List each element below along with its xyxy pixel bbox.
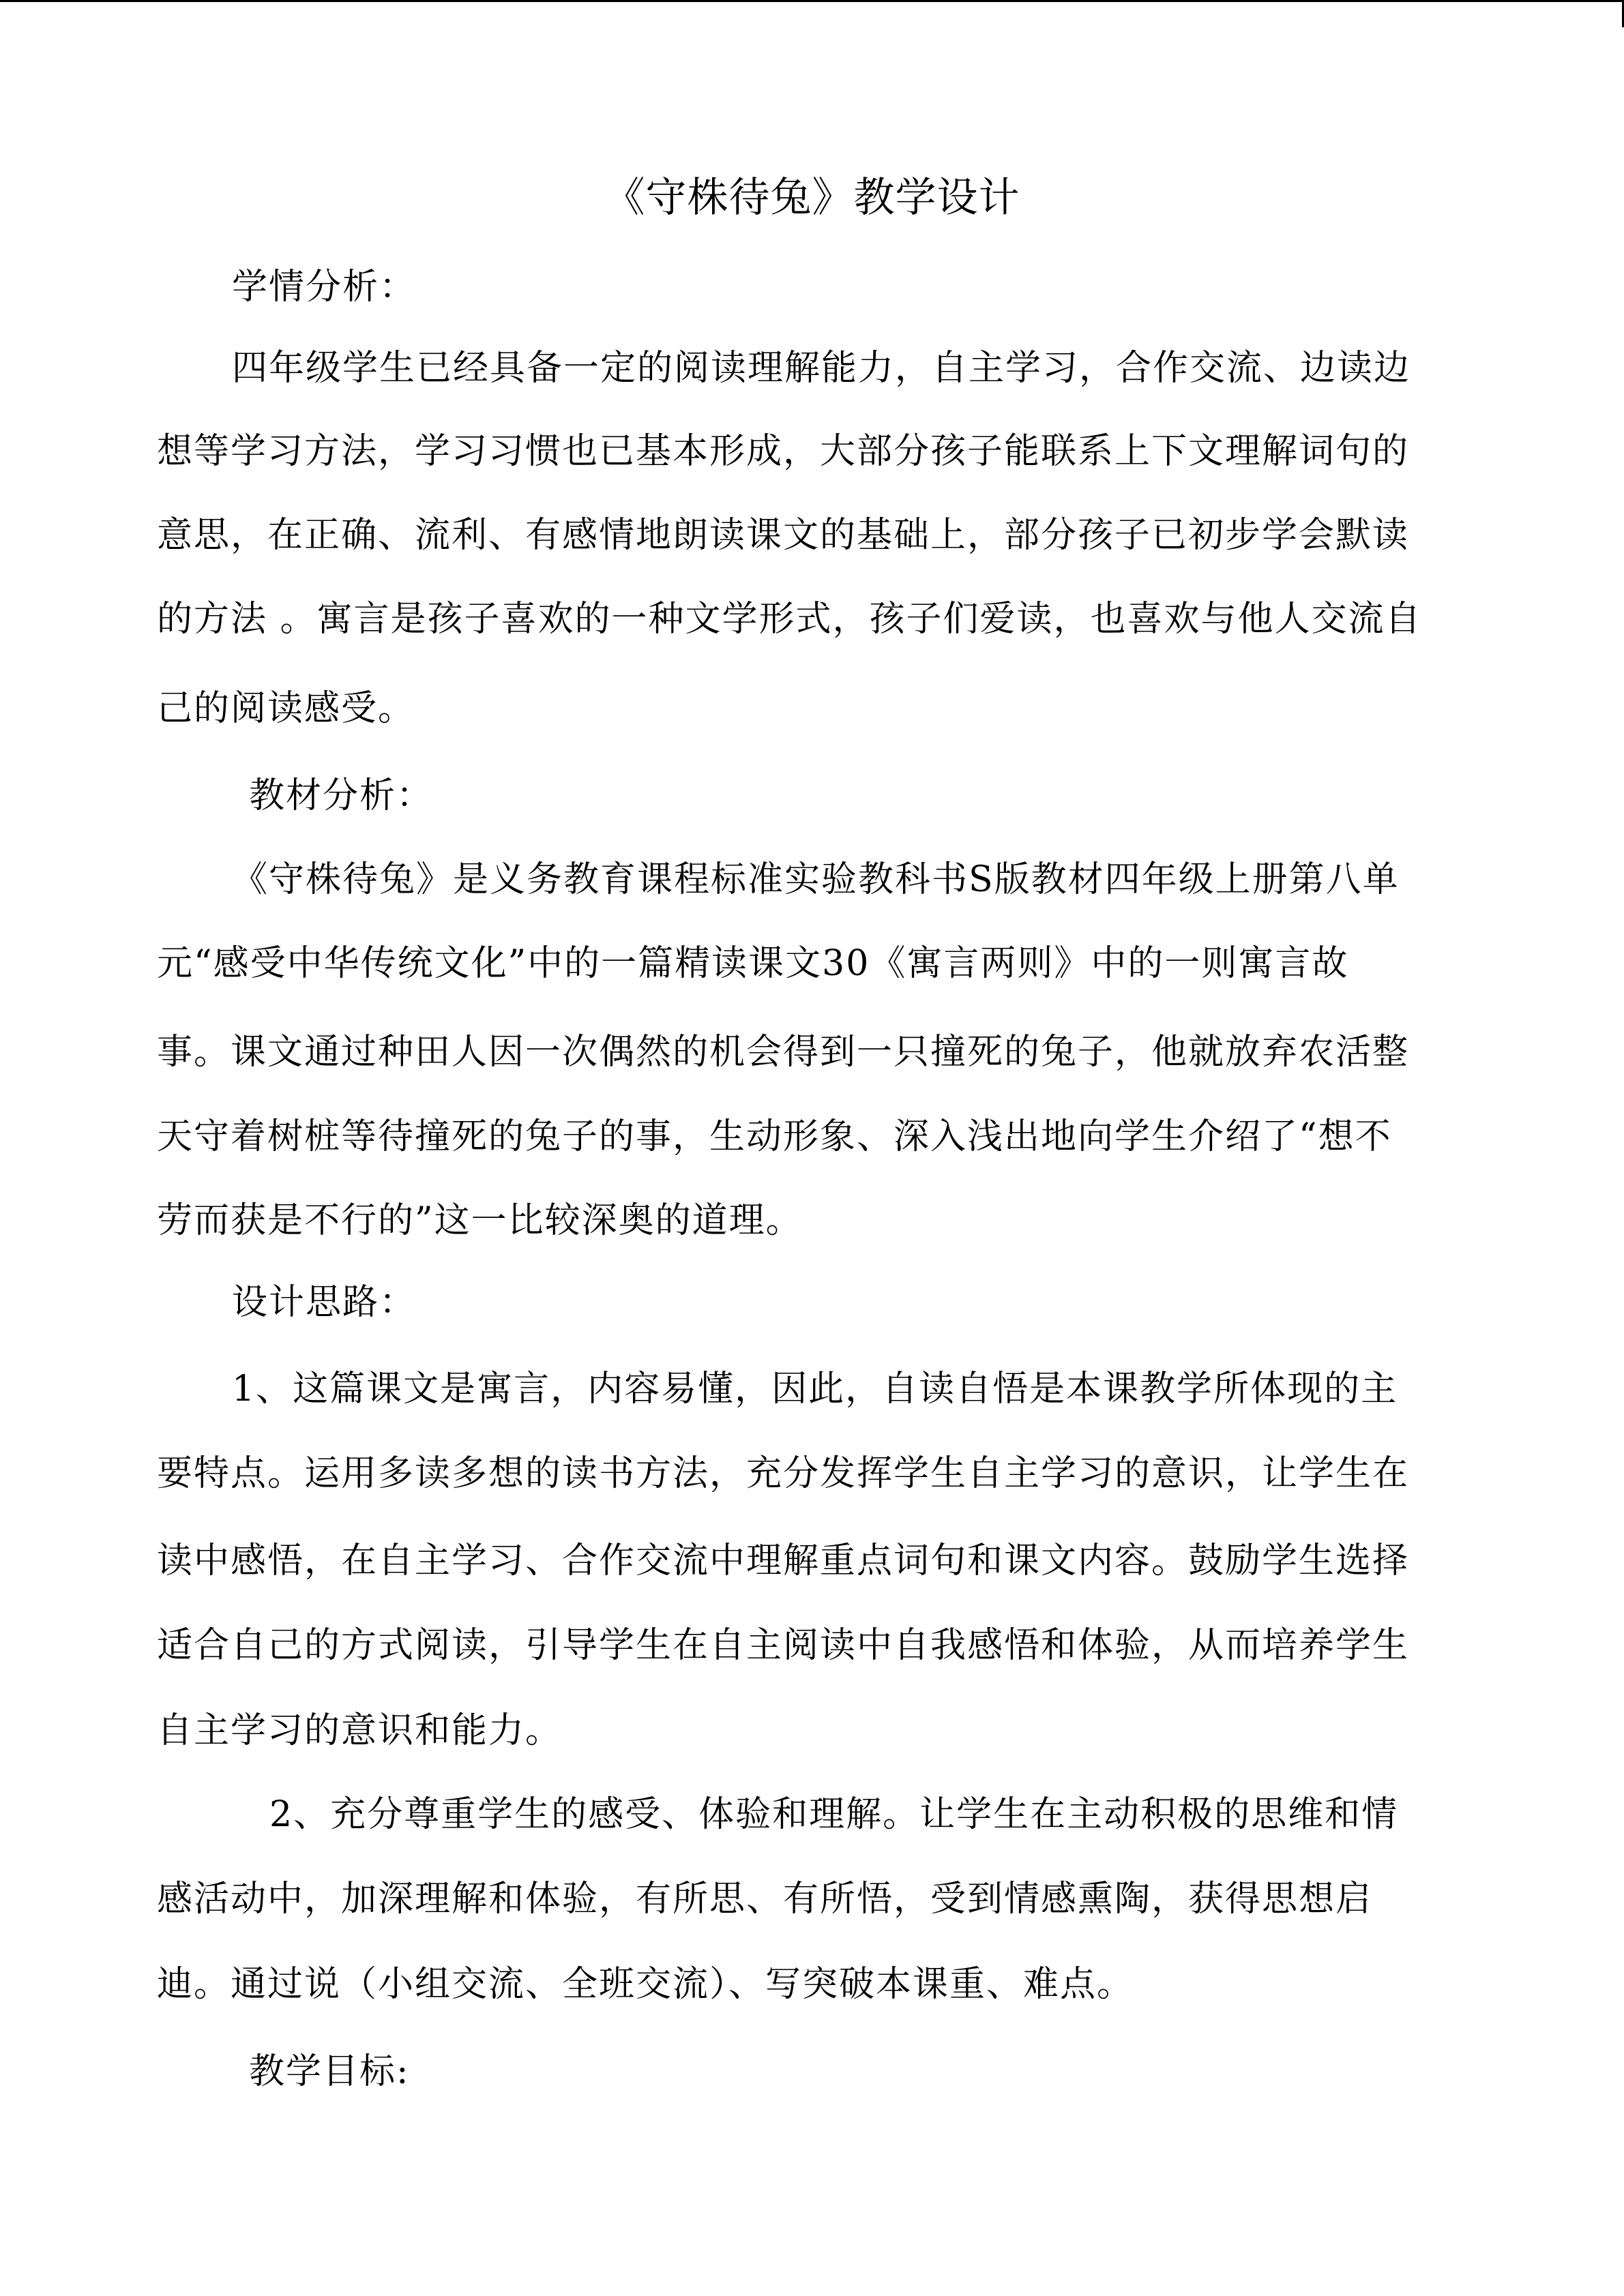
paragraph-line: 《守株待兔》是义务教育课程标准实验教科书S版教材四年级上册第八单 bbox=[232, 859, 1400, 900]
heading-teaching-objectives: 教学目标: bbox=[249, 2051, 410, 2092]
paragraph-line: 读中感悟，在自主学习、合作交流中理解重点词句和课文内容。鼓励学生选择 bbox=[157, 1540, 1410, 1581]
paragraph-line: 己的阅读感受。 bbox=[157, 688, 415, 729]
paragraph-line: 适合自己的方式阅读，引导学生在自主阅读中自我感悟和体验，从而培养学生 bbox=[157, 1625, 1410, 1666]
paragraph-line: 迪。通过说（小组交流、全班交流）、写突破本课重、难点。 bbox=[157, 1964, 1134, 2005]
paragraph-line: 事。课文通过种田人因一次偶然的机会得到一只撞死的兔子，他就放弃农活整 bbox=[157, 1032, 1410, 1073]
heading-student-analysis: 学情分析： bbox=[232, 267, 417, 308]
paragraph-line: 天守着树桩等待撞死的兔子的事，生动形象、深入浅出地向学生介绍了“想不 bbox=[157, 1116, 1392, 1157]
paragraph-line: 感活动中，加深理解和体验，有所思、有所悟，受到情感熏陶，获得思想启 bbox=[157, 1879, 1373, 1920]
paragraph-line: 劳而获是不行的”这一比较深奥的道理。 bbox=[157, 1200, 803, 1241]
heading-textbook-analysis: 教材分析： bbox=[249, 775, 434, 816]
paragraph-line: 1、这篇课文是寓言，内容易懂，因此，自读自悟是本课教学所体现的主 bbox=[232, 1369, 1398, 1410]
paragraph-line: 要特点。运用多读多想的读书方法，充分发挥学生自主学习的意识，让学生在 bbox=[157, 1453, 1410, 1494]
paragraph-line: 想等学习方法，学习习惯也已基本形成，大部分孩子能联系上下文理解词句的 bbox=[157, 431, 1410, 472]
document-title: 《守株待兔》教学设计 bbox=[604, 174, 1020, 222]
paragraph-line: 的方法 。寓言是孩子喜欢的一种文学形式，孩子们爱读，也喜欢与他人交流自 bbox=[157, 599, 1422, 640]
paragraph-line: 2、充分尊重学生的感受、体验和理解。让学生在主动积极的思维和情 bbox=[269, 1794, 1399, 1835]
heading-design-approach: 设计思路： bbox=[232, 1282, 417, 1323]
paragraph-line: 意思，在正确、流利、有感情地朗读课文的基础上，部分孩子已初步学会默读 bbox=[157, 515, 1410, 556]
paragraph-line: 四年级学生已经具备一定的阅读理解能力，自主学习，合作交流、边读边 bbox=[232, 348, 1411, 389]
top-border-line bbox=[0, 0, 1624, 2]
paragraph-line: 自主学习的意识和能力。 bbox=[157, 1710, 563, 1751]
paragraph-line: 元“感受中华传统文化”中的一篇精读课文30《寓言两则》中的一则寓言故 bbox=[157, 943, 1349, 984]
